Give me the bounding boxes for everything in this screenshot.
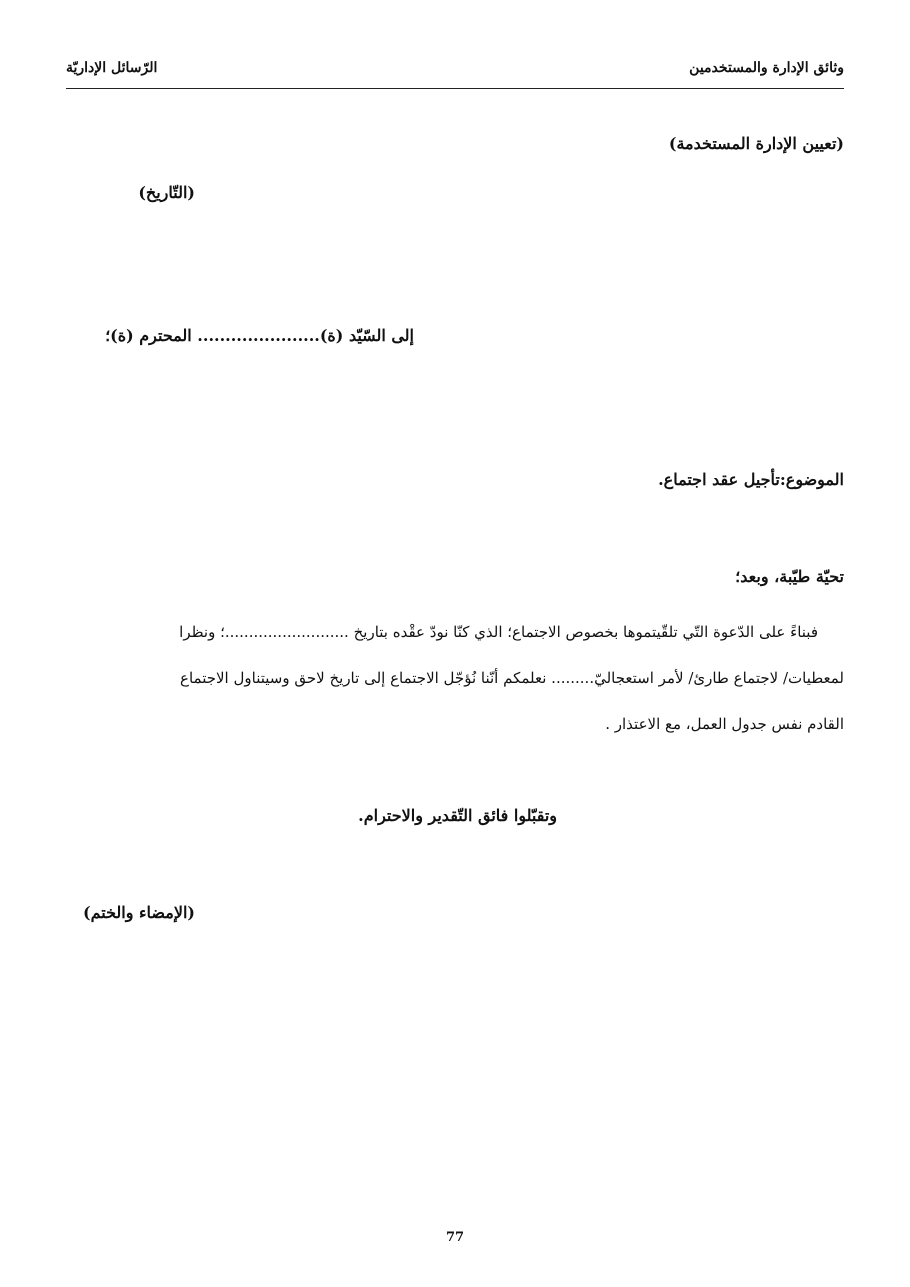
letter-body	[78, 609, 844, 747]
date-placeholder: (التّاريخ)	[138, 183, 195, 202]
closing-line: وتقبّلوا فائق التّقدير والاحترام.	[358, 806, 557, 825]
subject-line: الموضوع:تأجيل عقد اجتماع.	[658, 470, 844, 489]
recipient-line: إلى السّيّد (ة)...................... المحترم (ة)؛	[105, 326, 414, 345]
header-chapter-title: الرّسائل الإداريّة	[66, 60, 158, 76]
page-header	[66, 56, 844, 89]
body-line: فبناءً على الدّعوة التّي تلقّيتموها بخصوص الاجتماع؛ الذي كنّا نودّ عقْده بتاريخ ..........................؛ ونظرا	[179, 623, 818, 641]
body-line: القادم نفس جدول العمل، مع الاعتذار .	[605, 715, 844, 733]
greeting-line: تحيّة طيّبة، وبعد؛	[735, 567, 844, 586]
page-number: 77	[445, 1230, 465, 1245]
header-section-title: وثائق الإدارة والمستخدمين	[689, 60, 844, 76]
issuer-placeholder: (تعيين الإدارة المستخدمة)	[668, 134, 844, 153]
signature-placeholder: (الإمضاء والختم)	[83, 903, 195, 922]
body-line: لمعطيات/ لاجتماع طارئ/ لأمر استعجاليّ......... نعلمكم أنّنا نُؤجّل الاجتماع إلى تاريخ لاحق وسيتناول الاجتماع	[180, 669, 844, 687]
